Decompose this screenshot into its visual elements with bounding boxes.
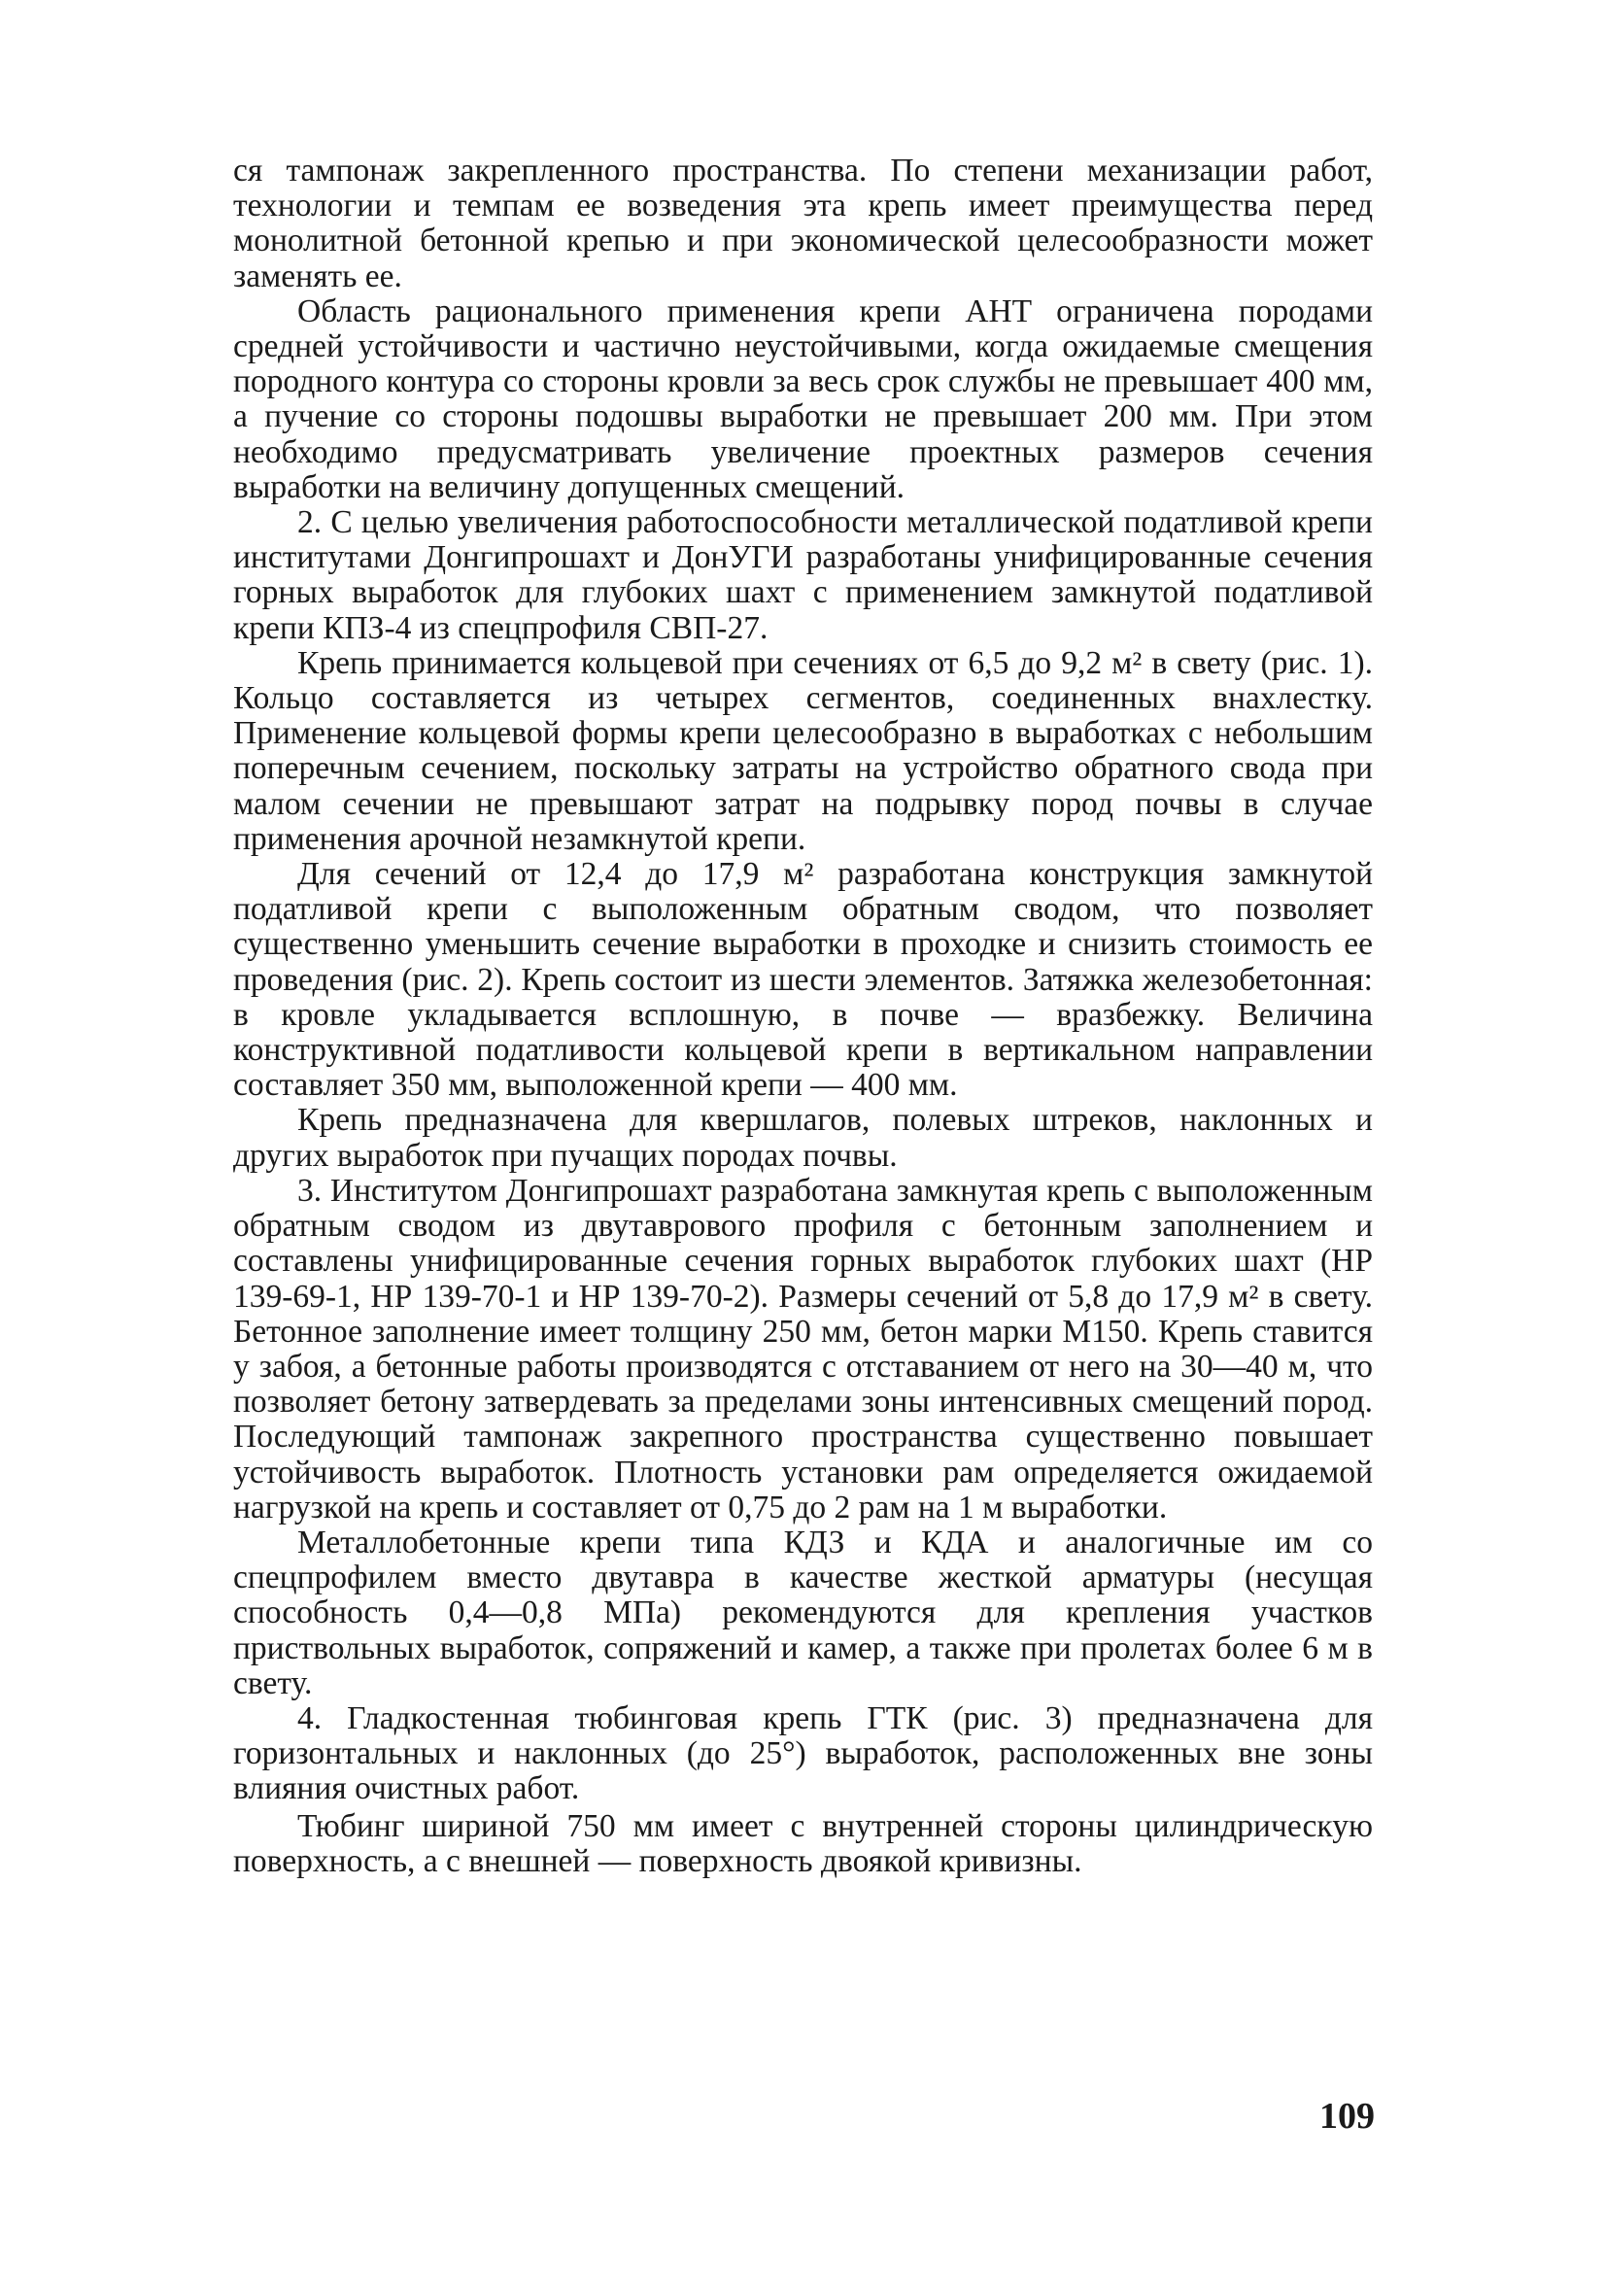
- paragraph-7: 3. Институтом Донгипрошахт разработана замкнутая крепь с выположенным обратным сводом из двутаврового профиля с бетонным заполнением и составлены унифицированные сечения горных выработок глубоких шахт (НР 139-69-1, НР 139-70-1 и НР 139-70-2). Размеры сечений от 5,8 до 17,9 м² в свету. Бетонное заполнение имеет толщину 250 мм, бетон марки М150. Крепь ставится у забоя, а бетонные работы производятся с отставанием от него на 30—40 м, что позволяет бетону затвердевать за пределами зоны интенсивных смещений пород. Последующий тампонаж закрепного пространства существенно повышает устойчивость выработок. Плотность установки рам определяется ожидаемой нагрузкой на крепь и составляет от 0,75 до 2 рам на 1 м выработки.: [233, 1172, 1373, 1525]
- paragraph-10: Тюбинг шириной 750 мм имеет с внутренней стороны цилиндрическую поверхность, а с внешней — поверхность двоякой кривизны.: [233, 1807, 1373, 1879]
- paragraph-6: Крепь предназначена для квершлагов, полевых штреков, наклонных и других выработок при пучащих породах почвы.: [233, 1102, 1373, 1174]
- paragraph-5: Для сечений от 12,4 до 17,9 м² разработана конструкция замкнутой податливой крепи с выположенным обратным сводом, что позволяет существенно уменьшить сечение выработки в проходке и снизить стоимость ее проведения (рис. 2). Крепь состоит из шести элементов. Затяжка железобетонная: в кровле укладывается всплошную, в почве — вразбежку. Величина конструктивной податливости кольцевой крепи в вертикальном направлении составляет 350 мм, выположенной крепи — 400 мм.: [233, 856, 1373, 1104]
- paragraph-9: 4. Гладкостенная тюбинговая крепь ГТК (рис. 3) предназначена для горизонтальных и наклонных (до 25°) выработок, расположенных вне зоны влияния очистных работ.: [233, 1699, 1373, 1807]
- paragraph-2: Область рационального применения крепи АНТ ограничена породами средней устойчивости и частично неустойчивыми, когда ожидаемые смещения породного контура со стороны кровли за весь срок службы не превышает 400 мм, а пучение со стороны подошвы выработки не превышает 200 мм. При этом необходимо предусматривать увеличение проектных размеров сечения выработки на величину допущенных смещений.: [233, 292, 1373, 505]
- page-number: 109: [1319, 2096, 1375, 2137]
- paragraph-8: Металлобетонные крепи типа КДЗ и КДА и аналогичные им со спецпрофилем вместо двутавра в качестве жесткой арматуры (несущая способность 0,4—0,8 МПа) рекомендуются для крепления участков приствольных выработок, сопряжений и камер, а также при пролетах более 6 м в свету.: [233, 1524, 1373, 1701]
- paragraph-4: Крепь принимается кольцевой при сечениях от 6,5 до 9,2 м² в свету (рис. 1). Кольцо составляется из четырех сегментов, соединенных внахлестку. Применение кольцевой формы крепи целесообразно в выработках с небольшим поперечным сечением, поскольку затраты на устройство обратного свода при малом сечении не превышают затрат на подрывку пород почвы в случае применения арочной незамкнутой крепи.: [233, 644, 1373, 857]
- body-text: [233, 154, 1373, 1879]
- paragraph-3: 2. С целью увеличения работоспособности металлической податливой крепи институтами Донгипрошахт и ДонУГИ разработаны унифицированные сечения горных выработок для глубоких шахт с применением замкнутой податливой крепи КПЗ-4 из спецпрофиля СВП-27.: [233, 504, 1373, 646]
- paragraph-1: ся тампонаж закрепленного пространства. По степени механизации работ, технологии и темпам ее возведения эта крепь имеет преимущества перед монолитной бетонной крепью и при экономической целесообразности может заменять ее.: [233, 153, 1373, 294]
